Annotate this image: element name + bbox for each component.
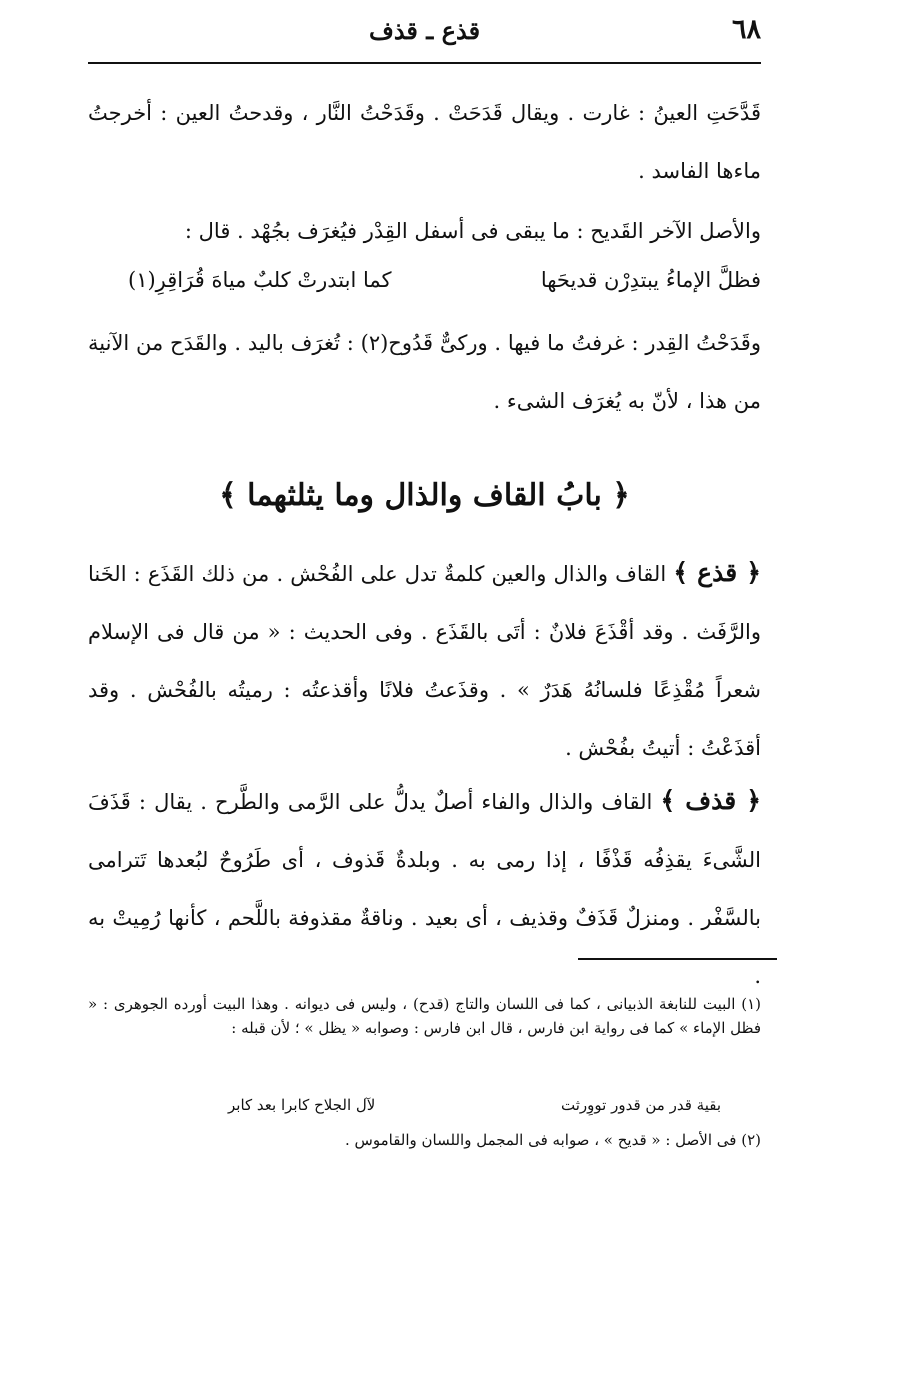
entry-qadhaa <box>88 544 761 777</box>
footnote-verse <box>228 1096 721 1122</box>
footnote-rule <box>578 958 777 960</box>
entry-qadhf <box>88 772 761 1005</box>
verse-line <box>128 268 761 308</box>
paragraph-qaddaha <box>88 84 761 200</box>
page-number: ٦٨ <box>731 14 761 45</box>
chapter-heading: ﴿ بابُ القاف والذال وما يثلثهما ﴾ <box>219 478 630 513</box>
running-title: قذع ـ قذف <box>368 16 481 45</box>
entry-headword: ﴿ قذع ﴾ <box>673 558 761 587</box>
entry-text: القاف والذال والعين كلمةٌ تدل على الفُحْش . من ذلك القَذَع : الخَنا والرَّفَث . وقد أقْذَعَ فلانٌ : أتَى بالقَذَع . وفى الحديث : « من قال فى الإسلام شعراً مُقْذِعًا فلسانُهُ هَدَرٌ » . وقذَعتُ فلانًا وأقذعتُه : رميتُه بالفُحْش . وقد أقذَعْتُ : أتيتُ بفُحْش . <box>88 562 761 760</box>
footnote-verse-hemistich-right: بقية قدر من قدور تووِرثت <box>561 1096 721 1114</box>
verse-hemistich-right: فظلَّ الإماءُ يبتدِرْن قديحَها <box>540 268 761 292</box>
entry-headword: ﴿ قذف ﴾ <box>660 786 761 815</box>
running-head <box>88 14 761 54</box>
verse-hemistich-left: كما ابتدرتْ كلبٌ مياهَ قُرَاقِرِ(١) <box>128 268 392 292</box>
paragraph-text: والأصل الآخر القَديح : ما يبقى فى أسفل القِدْر فيُغرَف بجُهْد . قال : <box>184 219 761 243</box>
paragraph-text: قَدَّحَتِ العينُ : غارت . ويقال قَدَحَتْ . وقَدَحْتُ النَّار ، وقدحتُ العين : أخرجتُ ماءها الفاسد . <box>88 101 761 183</box>
entry-text: القاف والذال والفاء أصلٌ يدلُّ على الرَّمى والطَّرح . يقال : قَذَفَ الشَّىءَ يقذِفُه قَذْفًا ، إذا رمى به . وبلدةٌ قَذوف ، أى طَرُوحٌ لبُعدها تَترامى بالسَّفْر . ومنزلٌ قَذَفٌ وقذيف ، أى بعيد . وناقةٌ مقذوفة باللَّحم ، كأنها رُمِيتْ به . <box>88 790 761 988</box>
paragraph-qadih <box>88 202 761 260</box>
paragraph-qadahtu <box>88 314 761 430</box>
footnote-verse-hemistich-left: لآل الجلاح كابرا بعد كابر <box>228 1096 376 1114</box>
header-rule <box>88 62 761 64</box>
footnote-2: (٢) فى الأصل : « قديح » ، صوابه فى المجمل واللسان والقاموس . <box>345 1131 761 1149</box>
footnote-text: (١) البيت للنابغة الذبيانى ، كما فى اللسان والتاج (قدح) ، وليس فى ديوانه . وهذا البيت أورده الجوهرى : « فظل الإماء » كما فى رواية ابن فارس ، قال ابن فارس : وصوابه « يظل » ؛ لأن قبله : <box>88 995 761 1037</box>
footnote-1 <box>88 992 761 1040</box>
paragraph-text: وقَدَحْتُ القِدر : غرفتُ ما فيها . وركىٌّ قَدُوح(٢) : تُغرَف باليد . والقَدَح من الآنية من هذا ، لأنّ به يُغرَف الشىء . <box>88 331 761 413</box>
